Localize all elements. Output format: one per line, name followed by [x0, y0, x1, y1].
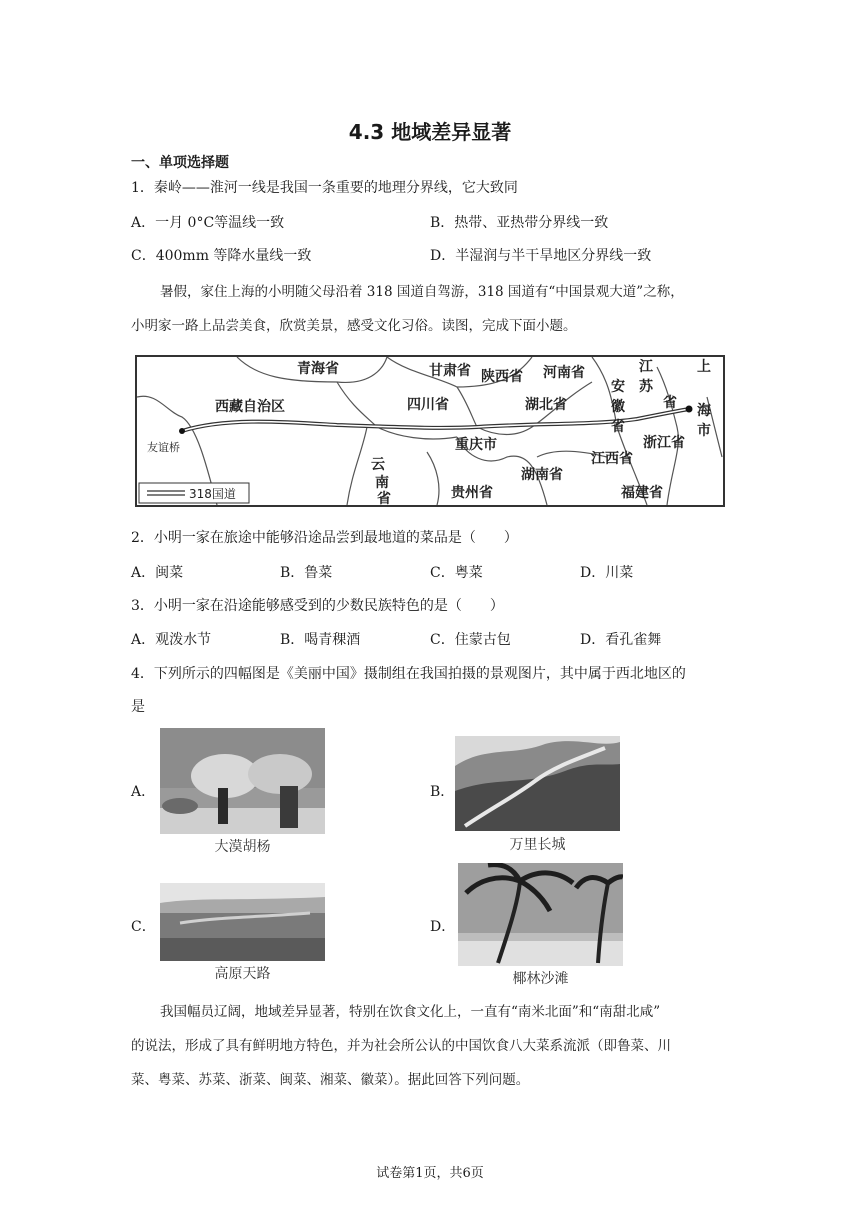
route-318-map [135, 355, 725, 507]
map-label-yunnan-3: 省 [377, 491, 391, 505]
map-label-qinghai: 青海省 [297, 361, 339, 377]
question-3-stem: 3．小明一家在沿途能够感受到的少数民族特色的是（ ） [131, 598, 504, 614]
caption-plateau-road: 高原天路 [214, 966, 271, 982]
photo-great-wall [455, 736, 620, 831]
question-4-option-b: B． [430, 784, 455, 800]
map-legend-label: 318国道 [189, 487, 236, 501]
map-label-anhui-3: 省 [611, 419, 625, 435]
question-4-option-d: D． [430, 919, 456, 935]
passage-1-line-2: 小明家一路上品尝美食，欣赏美景，感受文化习俗。读图，完成下面小题。 [131, 318, 577, 334]
map-svg [137, 357, 723, 505]
caption-desert-poplar: 大漠胡杨 [214, 839, 271, 855]
map-label-yunnan-2: 南 [375, 475, 389, 491]
question-3-option-d: D．看孔雀舞 [580, 632, 662, 648]
map-label-friendship-bridge: 友谊桥 [147, 441, 180, 454]
question-2-option-a: A．闽菜 [131, 565, 184, 581]
question-3-option-a: A．观泼水节 [131, 632, 212, 648]
map-label-jiangsu-3: 省 [663, 395, 677, 411]
question-3-option-b: B．喝青稞酒 [280, 632, 361, 648]
question-1-option-d: D．半湿润与半干旱地区分界线一致 [430, 248, 652, 264]
map-label-shanghai-1: 上 [697, 359, 711, 375]
photo-coconut-beach-image [458, 863, 623, 966]
photo-plateau-road [160, 883, 325, 961]
question-1-option-b: B．热带、亚热带分界线一致 [430, 215, 609, 231]
map-label-henan: 河南省 [543, 365, 585, 381]
map-label-hunan: 湖南省 [521, 467, 563, 483]
question-2-option-c: C．粤菜 [430, 565, 483, 581]
photo-desert-poplar [160, 728, 325, 834]
map-label-anhui-1: 安 [611, 379, 625, 395]
photo-plateau-road-image [160, 883, 325, 961]
question-2-option-d: D．川菜 [580, 565, 634, 581]
section-heading: 一、单项选择题 [131, 155, 229, 171]
map-label-fujian: 福建省 [621, 485, 663, 501]
map-label-gansu: 甘肃省 [429, 363, 471, 379]
question-1-option-c: C．400mm 等降水量线一致 [131, 248, 312, 264]
start-point-marker [179, 428, 185, 434]
end-point-marker [686, 406, 693, 413]
question-4-option-a: A． [131, 784, 156, 800]
map-label-jiangsu-1: 江 [639, 359, 653, 375]
map-label-yunnan-1: 云 [371, 457, 385, 473]
map-label-sichuan: 四川省 [407, 397, 449, 413]
page-footer: 试卷第1页，共6页 [376, 1166, 484, 1181]
map-label-jiangxi: 江西省 [591, 451, 633, 467]
photo-great-wall-image [455, 736, 620, 831]
caption-great-wall: 万里长城 [509, 837, 566, 853]
page-title: 4.3 地域差异显著 [348, 120, 512, 144]
map-label-shaanxi: 陕西省 [481, 369, 523, 385]
map-label-chongqing: 重庆市 [455, 437, 497, 453]
photo-desert-poplar-image [160, 728, 325, 834]
caption-coconut-beach: 椰林沙滩 [512, 971, 569, 987]
question-1-stem: 1．秦岭——淮河一线是我国一条重要的地理分界线，它大致同 [131, 180, 518, 196]
map-label-jiangsu-2: 苏 [639, 379, 653, 395]
passage-2-line-2: 的说法，形成了具有鲜明地方特色，并为社会所公认的中国饮食八大菜系流派（即鲁菜、川 [131, 1038, 671, 1054]
question-4-stem-line-1: 4．下列所示的四幅图是《美丽中国》摄制组在我国拍摄的景观图片，其中属于西北地区的 [131, 666, 686, 682]
passage-2-line-3: 菜、粤菜、苏菜、浙菜、闽菜、湘菜、徽菜）。据此回答下列问题。 [131, 1072, 530, 1088]
question-3-option-c: C．住蒙古包 [430, 632, 511, 648]
question-1-option-a: A．一月 0°C等温线一致 [131, 215, 285, 231]
map-label-guizhou: 贵州省 [451, 485, 493, 501]
border-line [427, 452, 439, 505]
map-label-zhejiang: 浙江省 [643, 435, 685, 451]
question-2-option-b: B．鲁菜 [280, 565, 333, 581]
map-label-hubei: 湖北省 [525, 397, 567, 413]
question-2-stem: 2．小明一家在旅途中能够沿途品尝到最地道的菜品是（ ） [131, 530, 518, 546]
border-line [347, 427, 367, 505]
map-label-shanghai-3: 市 [697, 423, 711, 439]
question-4-stem-line-2: 是 [131, 699, 145, 715]
passage-2-line-1: 我国幅员辽阔，地域差异显著，特别在饮食文化上，一直有“南米北面”和“南甜北咸” [160, 1004, 661, 1020]
map-label-anhui-2: 徽 [611, 399, 625, 415]
map-label-shanghai-2: 海 [697, 403, 711, 419]
photo-coconut-beach [458, 863, 623, 966]
passage-1-line-1: 暑假，家住上海的小明随父母沿着 318 国道自驾游，318 国道有“中国景观大道”之称， [160, 284, 684, 300]
question-4-option-c: C． [131, 919, 156, 935]
map-label-tibet: 西藏自治区 [215, 399, 285, 415]
